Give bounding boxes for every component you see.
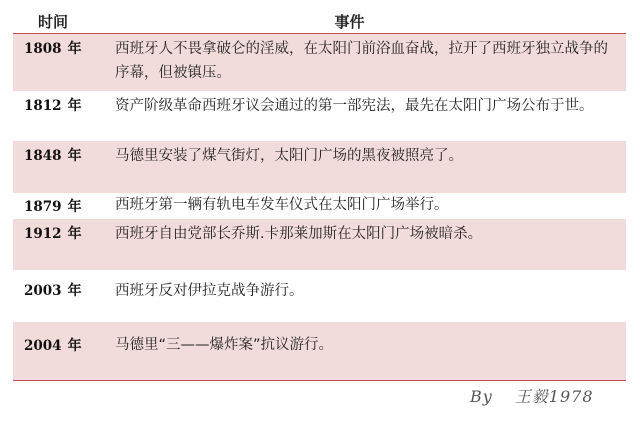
row-year-unit: 年 <box>67 226 82 242</box>
row-year: 1848 <box>24 148 62 164</box>
header-event: 事件 <box>334 12 365 31</box>
row-year-unit: 年 <box>67 283 82 299</box>
row-time <box>13 322 109 380</box>
table-row <box>13 270 626 322</box>
row-event: 资产阶级革命西班牙议会通过的第一部宪法，最先在太阳门广场公布于世。 <box>115 98 594 114</box>
row-event: 西班牙反对伊拉克战争游行。 <box>115 283 304 299</box>
row-year-unit: 年 <box>67 199 82 215</box>
row-time <box>13 141 109 193</box>
row-event: 马德里“三——爆炸案”抗议游行。 <box>115 337 334 353</box>
row-event: 西班牙第一辆有轨电车发车仪式在太阳门广场举行。 <box>115 197 449 213</box>
table-row <box>13 219 626 270</box>
row-time <box>13 219 109 270</box>
row-time <box>13 193 109 219</box>
table-row <box>13 91 626 141</box>
row-year-unit: 年 <box>67 41 82 57</box>
row-year: 1812 <box>24 98 62 114</box>
row-year: 1912 <box>24 226 62 242</box>
row-year-unit: 年 <box>67 338 82 354</box>
row-event: 马德里安装了煤气街灯，太阳门广场的黑夜被照亮了。 <box>115 148 463 164</box>
row-year: 2003 <box>24 283 62 299</box>
table-row <box>13 141 626 193</box>
events-table <box>13 9 626 381</box>
row-year-unit: 年 <box>67 98 82 114</box>
row-year: 1879 <box>24 199 62 215</box>
table-row <box>13 322 626 380</box>
row-time <box>13 34 109 91</box>
signature-name: 王毅1978 <box>514 387 594 406</box>
row-event: 西班牙自由党部长乔斯.卡那莱加斯在太阳门广场被暗杀。 <box>115 226 483 242</box>
table-row <box>13 193 626 219</box>
row-year-unit: 年 <box>67 148 82 164</box>
author-signature <box>470 384 594 407</box>
row-year: 2004 <box>24 338 62 354</box>
row-event: 西班牙人不畏拿破仑的淫威，在太阳门前浴血奋战，拉开了西班牙独立战争的序幕，但被镇压。 <box>115 41 608 81</box>
header-time: 时间 <box>37 12 68 31</box>
table-header <box>13 9 626 34</box>
row-time <box>13 270 109 322</box>
row-time <box>13 91 109 141</box>
row-year: 1808 <box>24 41 62 57</box>
signature-by: By <box>470 387 493 406</box>
table-row <box>13 34 626 91</box>
